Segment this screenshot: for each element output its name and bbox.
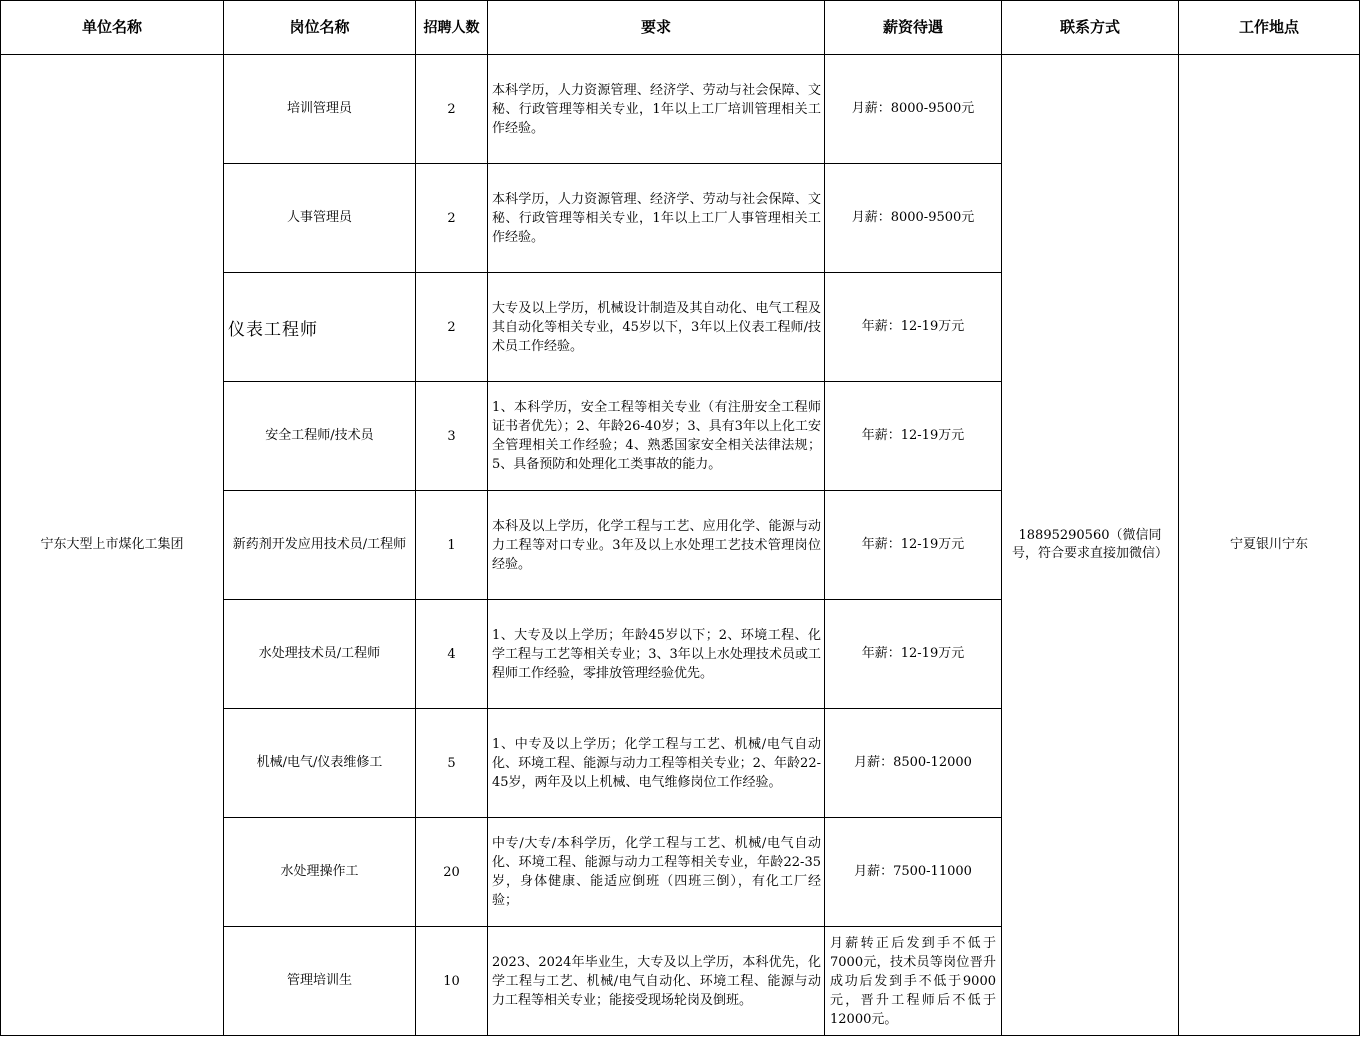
header-unit: 单位名称 (1, 1, 224, 55)
contact-info: 18895290560（微信同号，符合要求直接加微信） (1002, 55, 1179, 1036)
position-name: 新药剂开发应用技术员/工程师 (224, 491, 416, 600)
headcount: 3 (416, 382, 488, 491)
header-location: 工作地点 (1179, 1, 1360, 55)
salary: 月薪：7500-11000 (825, 818, 1002, 927)
headcount: 2 (416, 273, 488, 382)
header-count: 招聘人数 (416, 1, 488, 55)
position-name: 人事管理员 (224, 164, 416, 273)
salary: 年薪：12-19万元 (825, 273, 1002, 382)
requirements: 中专/大专/本科学历，化学工程与工艺、机械/电气自动化、环境工程、能源与动力工程等相关专业，年龄22-35岁，身体健康、能适应倒班（四班三倒），有化工厂经验； (488, 818, 825, 927)
company-name: 宁东大型上市煤化工集团 (1, 55, 224, 1036)
salary: 年薪：12-19万元 (825, 491, 1002, 600)
salary: 月薪：8000-9500元 (825, 164, 1002, 273)
headcount: 1 (416, 491, 488, 600)
requirements: 本科及以上学历，化学工程与工艺、应用化学、能源与动力工程等对口专业。3年及以上水处理工艺技术管理岗位经验。 (488, 491, 825, 600)
headcount: 20 (416, 818, 488, 927)
position-name: 机械/电气/仪表维修工 (224, 709, 416, 818)
work-location: 宁夏银川宁东 (1179, 55, 1360, 1036)
salary: 月薪：8500-12000 (825, 709, 1002, 818)
headcount: 5 (416, 709, 488, 818)
position-name: 管理培训生 (224, 927, 416, 1036)
headcount: 10 (416, 927, 488, 1036)
header-row (1, 1, 1360, 55)
requirements: 本科学历，人力资源管理、经济学、劳动与社会保障、文秘、行政管理等相关专业，1年以上工厂培训管理相关工作经验。 (488, 55, 825, 164)
headcount: 2 (416, 55, 488, 164)
requirements: 1、本科学历，安全工程等相关专业（有注册安全工程师证书者优先）；2、年龄26-40岁；3、具有3年以上化工安全管理相关工作经验；4、熟悉国家安全相关法律法规；5、具备预防和处理化工类事故的能力。 (488, 382, 825, 491)
requirements: 1、中专及以上学历；化学工程与工艺、机械/电气自动化、环境工程、能源与动力工程等相关专业；2、年龄22-45岁，两年及以上机械、电气维修岗位工作经验。 (488, 709, 825, 818)
header-position: 岗位名称 (224, 1, 416, 55)
position-name: 水处理操作工 (224, 818, 416, 927)
position-name: 仪表工程师 (224, 273, 416, 382)
header-salary: 薪资待遇 (825, 1, 1002, 55)
requirements: 1、大专及以上学历；年龄45岁以下；2、环境工程、化学工程与工艺等相关专业；3、3年以上水处理技术员或工程师工作经验，零排放管理经验优先。 (488, 600, 825, 709)
requirements: 2023、2024年毕业生，大专及以上学历，本科优先，化学工程与工艺、机械/电气自动化、环境工程、能源与动力工程等相关专业；能接受现场轮岗及倒班。 (488, 927, 825, 1036)
position-name: 安全工程师/技术员 (224, 382, 416, 491)
header-requirements: 要求 (488, 1, 825, 55)
position-name: 培训管理员 (224, 55, 416, 164)
header-contact: 联系方式 (1002, 1, 1179, 55)
requirements: 大专及以上学历，机械设计制造及其自动化、电气工程及其自动化等相关专业，45岁以下，3年以上仪表工程师/技术员工作经验。 (488, 273, 825, 382)
headcount: 4 (416, 600, 488, 709)
salary: 月薪：8000-9500元 (825, 55, 1002, 164)
salary: 年薪：12-19万元 (825, 600, 1002, 709)
headcount: 2 (416, 164, 488, 273)
position-name: 水处理技术员/工程师 (224, 600, 416, 709)
salary: 月薪转正后发到手不低于7000元，技术员等岗位晋升成功后发到手不低于9000元，晋升工程师后不低于12000元。 (825, 927, 1002, 1036)
salary: 年薪：12-19万元 (825, 382, 1002, 491)
table-row (1, 55, 1360, 164)
requirements: 本科学历，人力资源管理、经济学、劳动与社会保障、文秘、行政管理等相关专业，1年以上工厂人事管理相关工作经验。 (488, 164, 825, 273)
